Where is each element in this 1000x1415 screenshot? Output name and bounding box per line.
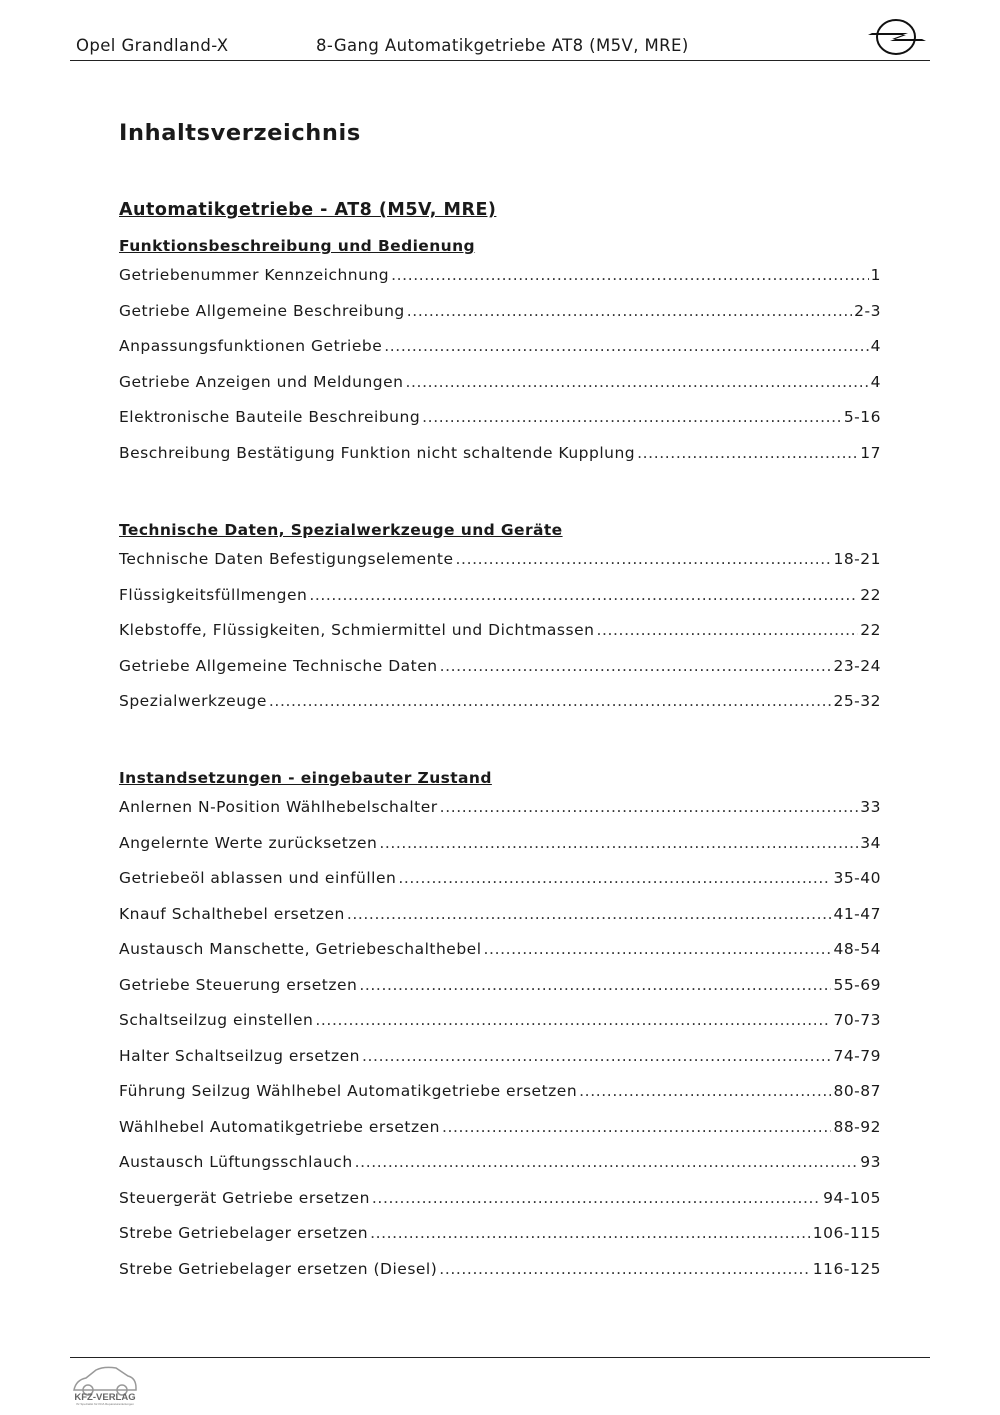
toc-entry-title: Getriebenummer Kennzeichnung (119, 266, 390, 284)
toc-leader-dots (407, 302, 852, 320)
main-section-title: Automatikgetriebe - AT8 (M5V, MRE) (119, 200, 497, 220)
toc-leader-dots (406, 373, 869, 391)
toc-entry-title: Getriebeöl ablassen und einfüllen (119, 869, 397, 887)
toc-entry-pages: 33 (860, 798, 881, 816)
toc-entry-title: Angelernte Werte zurücksetzen (119, 833, 378, 852)
toc-leader-dots (440, 798, 859, 816)
toc-entry[interactable] (119, 940, 881, 976)
toc-entry[interactable] (119, 550, 881, 586)
svg-text:Ihr Spezialist für KFZ-Reparat: Ihr Spezialist für KFZ-Reparaturanleitungen (76, 1402, 134, 1406)
header-document-title: 8-Gang Automatikgetriebe AT8 (M5V, MRE) (316, 36, 689, 55)
toc-leader-dots (355, 1153, 859, 1171)
toc-entry[interactable] (119, 302, 881, 338)
toc-entry-title: Anpassungsfunktionen Getriebe (119, 337, 383, 355)
toc-leader-dots (456, 550, 832, 568)
toc-entry-pages: 18-21 (833, 550, 881, 568)
toc-leader-dots (372, 1189, 821, 1207)
toc-entry[interactable] (119, 834, 881, 870)
toc-entry-title: Wählhebel Automatikgetriebe ersetzen (119, 1117, 440, 1136)
toc-leader-dots (309, 586, 858, 604)
toc-leader-dots (384, 337, 868, 355)
toc-entry-pages: 48-54 (833, 940, 881, 958)
toc-entry-pages: 55-69 (833, 975, 881, 994)
toc-entry-pages: 22 (860, 585, 881, 604)
toc-entry-pages: 23-24 (833, 656, 881, 675)
toc-entry-pages: 34 (860, 833, 881, 852)
toc-entry-pages: 70-73 (833, 1011, 881, 1029)
toc-entry[interactable] (119, 1118, 881, 1154)
toc-entry-pages: 25-32 (833, 692, 881, 710)
toc-leader-dots (439, 1260, 810, 1278)
toc-leader-dots (398, 869, 831, 887)
toc-entry[interactable] (119, 976, 881, 1012)
toc-list-funktionsbeschreibung (119, 266, 881, 479)
toc-entry-title: Anlernen N-Position Wählhebelschalter (119, 798, 438, 816)
toc-entry-title: Steuergerät Getriebe ersetzen (119, 1188, 370, 1207)
section-title-instandsetzungen: Instandsetzungen - eingebauter Zustand (119, 769, 492, 787)
toc-entry-title: Führung Seilzug Wählhebel Automatikgetriebe ersetzen (119, 1082, 578, 1100)
svg-text:KFZ-VERLAG: KFZ-VERLAG (74, 1392, 136, 1403)
toc-entry-pages: 4 (870, 372, 881, 391)
kfz-verlag-logo-icon (70, 1360, 140, 1406)
toc-entry[interactable] (119, 586, 881, 622)
page-title: Inhaltsverzeichnis (119, 120, 361, 146)
toc-entry[interactable] (119, 657, 881, 693)
toc-entry-title: Getriebe Allgemeine Beschreibung (119, 301, 405, 320)
toc-entry-title: Strebe Getriebelager ersetzen (119, 1224, 369, 1242)
toc-leader-dots (596, 621, 858, 639)
toc-entry[interactable] (119, 1260, 881, 1296)
footer-divider (70, 1357, 930, 1358)
toc-entry-title: Beschreibung Bestätigung Funktion nicht schaltende Kupplung (119, 443, 636, 462)
toc-entry[interactable] (119, 621, 881, 657)
toc-entry-pages: 2-3 (854, 301, 881, 320)
toc-entry-title: Austausch Lüftungsschlauch (119, 1153, 353, 1171)
section-title-technische-daten: Technische Daten, Spezialwerkzeuge und Geräte (119, 521, 563, 539)
toc-entry-title: Schaltseilzug einstellen (119, 1011, 314, 1029)
toc-leader-dots (440, 657, 832, 675)
toc-entry-title: Elektronische Bauteile Beschreibung (119, 408, 421, 426)
toc-leader-dots (269, 692, 832, 710)
opel-logo-icon (866, 16, 930, 58)
toc-entry-title: Getriebe Steuerung ersetzen (119, 975, 358, 994)
toc-entry-pages: 116-125 (812, 1259, 881, 1278)
toc-list-instandsetzungen (119, 798, 881, 1295)
header-model: Opel Grandland-X (76, 36, 229, 55)
toc-list-technische-daten (119, 550, 881, 728)
toc-entry-title: Flüssigkeitsfüllmengen (119, 585, 308, 604)
toc-leader-dots (315, 1011, 831, 1029)
page-header (70, 36, 930, 61)
toc-entry-title: Klebstoffe, Flüssigkeiten, Schmiermittel und Dichtmassen (119, 621, 595, 639)
toc-entry[interactable] (119, 1153, 881, 1189)
toc-entry-pages: 74-79 (833, 1046, 881, 1065)
toc-leader-dots (379, 834, 858, 852)
toc-entry[interactable] (119, 1082, 881, 1118)
toc-entry-pages: 35-40 (833, 869, 881, 887)
toc-entry-pages: 94-105 (823, 1188, 881, 1207)
toc-leader-dots (637, 444, 858, 462)
toc-entry-pages: 4 (870, 337, 881, 355)
toc-entry[interactable] (119, 1047, 881, 1083)
toc-entry-title: Getriebe Anzeigen und Meldungen (119, 372, 404, 391)
toc-entry[interactable] (119, 444, 881, 480)
toc-entry-pages: 41-47 (833, 904, 881, 923)
toc-entry-title: Spezialwerkzeuge (119, 692, 267, 710)
toc-entry-title: Knauf Schalthebel ersetzen (119, 904, 345, 923)
toc-entry-title: Getriebe Allgemeine Technische Daten (119, 656, 438, 675)
toc-leader-dots (442, 1118, 832, 1136)
toc-leader-dots (347, 905, 832, 923)
toc-entry-pages: 106-115 (812, 1224, 881, 1242)
toc-entry-title: Halter Schaltseilzug ersetzen (119, 1046, 360, 1065)
toc-leader-dots (579, 1082, 831, 1100)
toc-entry[interactable] (119, 266, 881, 302)
toc-leader-dots (370, 1224, 811, 1242)
toc-leader-dots (359, 976, 831, 994)
toc-entry-pages: 88-92 (833, 1117, 881, 1136)
toc-leader-dots (484, 940, 832, 958)
toc-leader-dots (362, 1047, 831, 1065)
toc-leader-dots (422, 408, 842, 426)
toc-entry-pages: 1 (870, 266, 881, 284)
toc-entry[interactable] (119, 692, 881, 728)
toc-entry[interactable] (119, 408, 881, 444)
toc-entry[interactable] (119, 1011, 881, 1047)
section-title-funktionsbeschreibung: Funktionsbeschreibung und Bedienung (119, 237, 476, 255)
toc-entry[interactable] (119, 1224, 881, 1260)
toc-entry[interactable] (119, 905, 881, 941)
toc-entry[interactable] (119, 373, 881, 409)
toc-entry-pages: 5-16 (843, 408, 881, 426)
toc-entry-pages: 80-87 (833, 1082, 881, 1100)
toc-entry-title: Austausch Manschette, Getriebeschalthebel (119, 940, 482, 958)
toc-entry-title: Strebe Getriebelager ersetzen (Diesel) (119, 1259, 438, 1278)
toc-entry-pages: 17 (860, 443, 881, 462)
toc-entry[interactable] (119, 869, 881, 905)
toc-entry[interactable] (119, 1189, 881, 1225)
toc-entry-title: Technische Daten Befestigungselemente (119, 550, 454, 568)
toc-entry-pages: 93 (860, 1153, 881, 1171)
toc-leader-dots (391, 266, 869, 284)
toc-entry-pages: 22 (860, 621, 881, 639)
toc-entry[interactable] (119, 798, 881, 834)
toc-entry[interactable] (119, 337, 881, 373)
